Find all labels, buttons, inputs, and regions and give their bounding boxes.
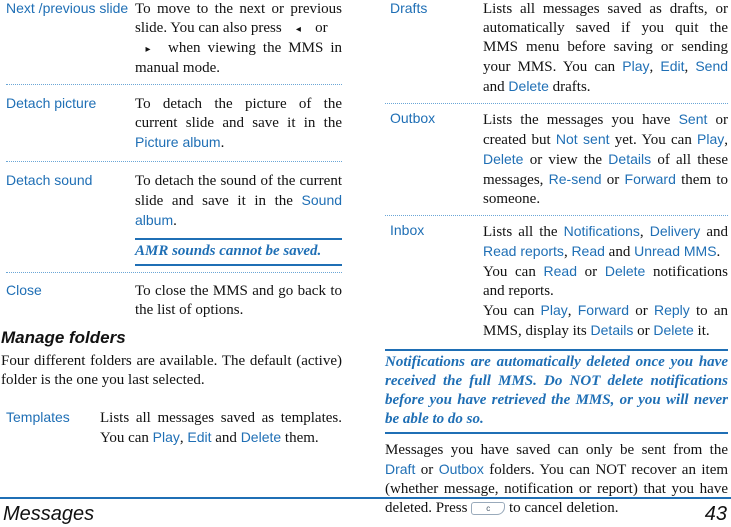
folder-row-outbox: [385, 110, 728, 209]
left-column: [1, 0, 343, 448]
link-not-sent: Not sent: [555, 131, 610, 147]
link-draft: Draft: [385, 461, 416, 477]
term-drafts: Drafts: [390, 0, 428, 16]
intro-paragraph: Four different folders are available. The default (active) folder is the one you last selected.: [1, 353, 342, 388]
term-detach-picture: Detach picture: [6, 95, 97, 111]
note-rule-bottom: [385, 432, 728, 434]
desc-inbox: Lists all the Notifications, Delivery and Read reports, Read and Unread MMS. You can Read or Delete notifications and reports. You can Play, Forward or Reply to an MMS, display its Details or Delete it.: [483, 223, 729, 339]
separator: [6, 161, 342, 162]
desc-detach-picture: To detach the picture of the current slide and save it in the Picture album.: [135, 96, 342, 151]
link-play: Play: [152, 429, 180, 445]
link-notifications: Notifications: [563, 223, 640, 239]
section-heading: Manage folders: [1, 328, 126, 347]
link-read-reports: Read reports: [483, 243, 564, 259]
note-notifications: Notifications are automatically deleted once you have received the full MMS. Do NOT delete notifications before you have retrieved the MMS, or you will never be able to do so.: [385, 354, 728, 427]
term-next-previous: Next /previous slide: [6, 0, 129, 16]
link-details: Details: [608, 151, 652, 167]
link-send: Send: [695, 58, 729, 74]
desc-templates: Lists all messages saved as templates. You can Play, Edit and Delete them.: [100, 410, 342, 446]
link-delete: Delete: [604, 263, 646, 279]
separator: [385, 215, 728, 216]
link-forward: Forward: [577, 302, 630, 318]
term-inbox: Inbox: [390, 222, 425, 238]
option-row-detach-sound: [6, 172, 342, 266]
footer-section-title: Messages: [3, 503, 95, 525]
link-delete: Delete: [508, 78, 549, 94]
desc-detach-sound: To detach the sound of the current slide and save it in the Sound album.: [135, 173, 343, 229]
cancel-key-icon: c: [471, 502, 505, 515]
folder-row-templates: [6, 409, 342, 448]
page-footer: [0, 497, 731, 527]
desc-close: To close the MMS and go back to the list of options.: [135, 283, 342, 318]
link-delete: Delete: [483, 151, 524, 167]
left-arrow-icon: ◂: [295, 24, 301, 35]
desc-outbox: Lists the messages you have Sent or created but Not sent yet. You can Play, Delete or view the Details of all these messages, Re-send or Forward them to someone.: [483, 111, 729, 207]
term-templates: Templates: [6, 409, 70, 425]
right-arrow-icon: ▸: [145, 44, 151, 55]
link-read: Read: [543, 263, 577, 279]
link-delete: Delete: [240, 429, 282, 445]
link-play: Play: [697, 131, 725, 147]
link-play: Play: [622, 58, 650, 74]
folder-row-inbox: [385, 222, 728, 341]
option-row-next-previous: [6, 0, 342, 78]
link-unread-mms: Unread MMS: [634, 243, 717, 259]
term-close: Close: [6, 282, 42, 298]
separator: [6, 272, 342, 273]
term-detach-sound: Detach sound: [6, 172, 93, 188]
link-details: Details: [590, 322, 634, 338]
link-sound-album: Sound album: [135, 192, 343, 228]
link-forward: Forward: [624, 171, 676, 187]
link-re-send: Re-send: [548, 171, 602, 187]
link-sent: Sent: [678, 111, 708, 127]
desc-next-previous: To move to the next or previous slide. You can also press ◂ or ▸ when viewing the MMS in manual mode.: [135, 1, 343, 76]
separator: [385, 103, 728, 104]
link-edit: Edit: [660, 58, 685, 74]
link-edit: Edit: [187, 429, 212, 445]
separator: [6, 84, 342, 85]
footer-rule: [0, 497, 731, 499]
right-column: [385, 0, 728, 518]
option-row-detach-picture: [6, 95, 342, 153]
term-outbox: Outbox: [390, 110, 436, 126]
final-paragraph: Messages you have saved can only be sent from the Draft or Outbox folders. You can NOT recover an item (whether message, notification or report) that you have deleted. Press c to cancel deletion.: [385, 442, 729, 516]
note-amr: AMR sounds cannot be saved.: [135, 243, 322, 259]
link-read: Read: [571, 243, 605, 259]
option-row-close: [6, 282, 342, 320]
link-delivery: Delivery: [649, 223, 701, 239]
link-outbox: Outbox: [438, 461, 484, 477]
page-number: 43: [704, 503, 727, 525]
note-rule-bottom: [135, 264, 342, 266]
link-reply: Reply: [654, 302, 690, 318]
desc-drafts: Lists all messages saved as drafts, or automatically saved if you quit the MMS menu before saving or sending your MMS. You can Play, Edit, Send and Delete drafts.: [483, 1, 729, 95]
link-picture-album: Picture album: [135, 134, 221, 150]
link-play: Play: [540, 302, 568, 318]
link-delete: Delete: [653, 322, 694, 338]
folder-row-drafts: [385, 0, 728, 97]
